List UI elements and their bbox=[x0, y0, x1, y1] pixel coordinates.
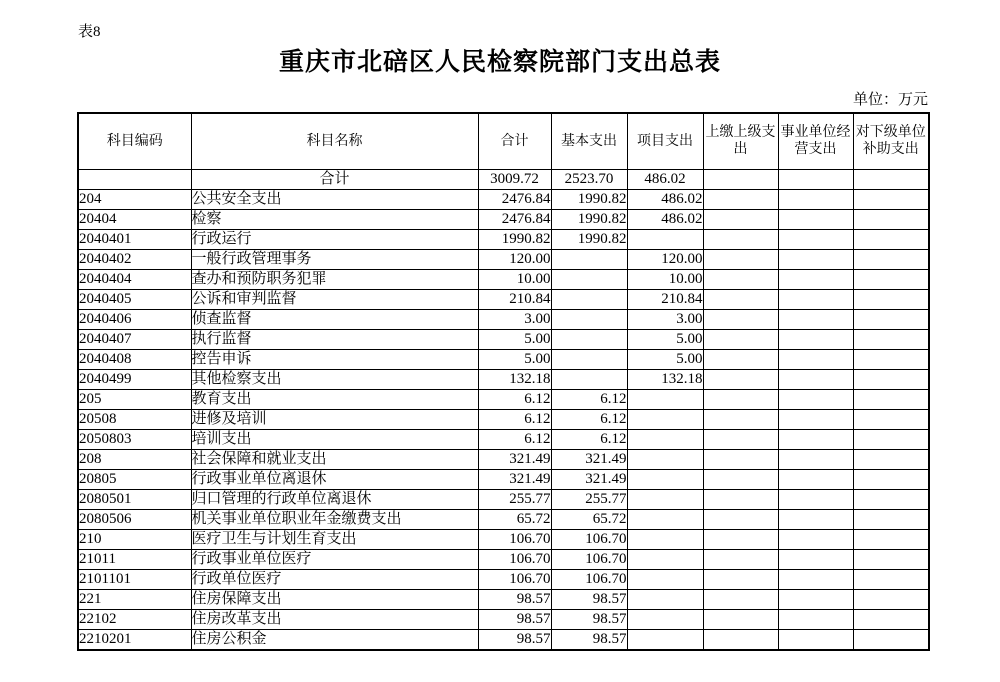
total-cell: 321.49 bbox=[478, 449, 551, 469]
subject-code-cell: 2101101 bbox=[78, 569, 191, 589]
project-expenditure-cell bbox=[627, 409, 703, 429]
table-row bbox=[78, 369, 929, 389]
operating-expenditure-cell bbox=[778, 469, 853, 489]
project-expenditure-cell: 10.00 bbox=[627, 269, 703, 289]
basic-expenditure-cell: 106.70 bbox=[551, 529, 627, 549]
basic-expenditure-cell: 1990.82 bbox=[551, 189, 627, 209]
subject-name-cell: 检察 bbox=[191, 209, 478, 229]
subject-code-cell: 2080501 bbox=[78, 489, 191, 509]
total-cell: 3.00 bbox=[478, 309, 551, 329]
basic-expenditure-cell: 255.77 bbox=[551, 489, 627, 509]
basic-expenditure-cell bbox=[551, 329, 627, 349]
subsidy-expenditure-cell bbox=[853, 509, 929, 529]
upper-level-payment-cell bbox=[703, 329, 778, 349]
operating-expenditure-cell bbox=[778, 309, 853, 329]
upper-level-payment-cell bbox=[703, 509, 778, 529]
subject-code-cell: 204 bbox=[78, 189, 191, 209]
subsidy-expenditure-cell bbox=[853, 589, 929, 609]
subject-name-cell: 住房公积金 bbox=[191, 629, 478, 650]
total-cell: 10.00 bbox=[478, 269, 551, 289]
subject-name-cell: 控告申诉 bbox=[191, 349, 478, 369]
operating-expenditure-cell bbox=[778, 509, 853, 529]
subject-code-cell: 2040499 bbox=[78, 369, 191, 389]
subject-name-cell: 其他检察支出 bbox=[191, 369, 478, 389]
subsidy-expenditure-cell bbox=[853, 329, 929, 349]
project-expenditure-cell bbox=[627, 569, 703, 589]
operating-expenditure-cell bbox=[778, 409, 853, 429]
subject-name-cell: 公诉和审判监督 bbox=[191, 289, 478, 309]
header-total: 合计 bbox=[478, 113, 551, 169]
header-upper-level-payment: 上缴上级支出 bbox=[703, 113, 778, 169]
upper-level-payment-cell bbox=[703, 409, 778, 429]
table-row bbox=[78, 249, 929, 269]
upper-level-payment-cell bbox=[703, 189, 778, 209]
subsidy-expenditure-cell bbox=[853, 429, 929, 449]
total-cell: 2476.84 bbox=[478, 209, 551, 229]
subject-name-cell: 侦查监督 bbox=[191, 309, 478, 329]
subject-name-cell: 合计 bbox=[191, 169, 478, 189]
project-expenditure-cell bbox=[627, 489, 703, 509]
subsidy-expenditure-cell bbox=[853, 609, 929, 629]
subject-code-cell: 2050803 bbox=[78, 429, 191, 449]
table-row bbox=[78, 629, 929, 650]
subject-code-cell: 2040407 bbox=[78, 329, 191, 349]
operating-expenditure-cell bbox=[778, 609, 853, 629]
basic-expenditure-cell bbox=[551, 369, 627, 389]
basic-expenditure-cell: 106.70 bbox=[551, 569, 627, 589]
table-row bbox=[78, 489, 929, 509]
operating-expenditure-cell bbox=[778, 629, 853, 650]
subject-code-cell: 20508 bbox=[78, 409, 191, 429]
upper-level-payment-cell bbox=[703, 629, 778, 650]
table-row bbox=[78, 289, 929, 309]
total-cell: 120.00 bbox=[478, 249, 551, 269]
operating-expenditure-cell bbox=[778, 169, 853, 189]
operating-expenditure-cell bbox=[778, 229, 853, 249]
total-cell: 6.12 bbox=[478, 389, 551, 409]
project-expenditure-cell: 486.02 bbox=[627, 169, 703, 189]
table-row bbox=[78, 549, 929, 569]
upper-level-payment-cell bbox=[703, 589, 778, 609]
subject-code-cell: 2040404 bbox=[78, 269, 191, 289]
project-expenditure-cell bbox=[627, 389, 703, 409]
basic-expenditure-cell bbox=[551, 249, 627, 269]
subsidy-expenditure-cell bbox=[853, 449, 929, 469]
subject-code-cell: 2040402 bbox=[78, 249, 191, 269]
project-expenditure-cell bbox=[627, 229, 703, 249]
subject-code-cell: 221 bbox=[78, 589, 191, 609]
subject-name-cell: 进修及培训 bbox=[191, 409, 478, 429]
subject-name-cell: 住房保障支出 bbox=[191, 589, 478, 609]
header-basic-expenditure: 基本支出 bbox=[551, 113, 627, 169]
table-row bbox=[78, 269, 929, 289]
operating-expenditure-cell bbox=[778, 209, 853, 229]
subject-name-cell: 行政事业单位离退休 bbox=[191, 469, 478, 489]
upper-level-payment-cell bbox=[703, 209, 778, 229]
basic-expenditure-cell: 321.49 bbox=[551, 469, 627, 489]
subject-name-cell: 教育支出 bbox=[191, 389, 478, 409]
subject-name-cell: 住房改革支出 bbox=[191, 609, 478, 629]
total-cell: 5.00 bbox=[478, 329, 551, 349]
project-expenditure-cell: 486.02 bbox=[627, 209, 703, 229]
subsidy-expenditure-cell bbox=[853, 349, 929, 369]
total-cell: 255.77 bbox=[478, 489, 551, 509]
project-expenditure-cell bbox=[627, 529, 703, 549]
basic-expenditure-cell: 6.12 bbox=[551, 429, 627, 449]
project-expenditure-cell: 486.02 bbox=[627, 189, 703, 209]
upper-level-payment-cell bbox=[703, 469, 778, 489]
subject-code-cell: 208 bbox=[78, 449, 191, 469]
table-row bbox=[78, 469, 929, 489]
basic-expenditure-cell: 65.72 bbox=[551, 509, 627, 529]
table-row bbox=[78, 429, 929, 449]
subject-code-cell: 2040401 bbox=[78, 229, 191, 249]
total-cell: 2476.84 bbox=[478, 189, 551, 209]
subject-name-cell: 行政运行 bbox=[191, 229, 478, 249]
subject-code-cell: 2210201 bbox=[78, 629, 191, 650]
subject-name-cell: 执行监督 bbox=[191, 329, 478, 349]
page-title: 重庆市北碚区人民检察院部门支出总表 bbox=[278, 49, 721, 76]
subject-code-cell bbox=[78, 169, 191, 189]
basic-expenditure-cell: 1990.82 bbox=[551, 229, 627, 249]
table-header bbox=[78, 113, 929, 169]
subsidy-expenditure-cell bbox=[853, 209, 929, 229]
expenditure-table bbox=[77, 112, 930, 651]
subject-code-cell: 21011 bbox=[78, 549, 191, 569]
unit-note: 单位：万元 bbox=[852, 92, 928, 108]
table-row bbox=[78, 509, 929, 529]
upper-level-payment-cell bbox=[703, 269, 778, 289]
subsidy-expenditure-cell bbox=[853, 529, 929, 549]
subject-name-cell: 医疗卫生与计划生育支出 bbox=[191, 529, 478, 549]
basic-expenditure-cell: 1990.82 bbox=[551, 209, 627, 229]
upper-level-payment-cell bbox=[703, 249, 778, 269]
total-cell: 98.57 bbox=[478, 609, 551, 629]
subsidy-expenditure-cell bbox=[853, 269, 929, 289]
operating-expenditure-cell bbox=[778, 189, 853, 209]
subsidy-expenditure-cell bbox=[853, 629, 929, 650]
table-body bbox=[78, 169, 929, 650]
subsidy-expenditure-cell bbox=[853, 309, 929, 329]
operating-expenditure-cell bbox=[778, 429, 853, 449]
project-expenditure-cell bbox=[627, 509, 703, 529]
upper-level-payment-cell bbox=[703, 529, 778, 549]
operating-expenditure-cell bbox=[778, 449, 853, 469]
total-cell: 1990.82 bbox=[478, 229, 551, 249]
project-expenditure-cell bbox=[627, 429, 703, 449]
basic-expenditure-cell bbox=[551, 289, 627, 309]
basic-expenditure-cell: 106.70 bbox=[551, 549, 627, 569]
table-row bbox=[78, 209, 929, 229]
basic-expenditure-cell: 6.12 bbox=[551, 389, 627, 409]
total-cell: 98.57 bbox=[478, 629, 551, 650]
table-row bbox=[78, 609, 929, 629]
table-row bbox=[78, 409, 929, 429]
total-cell: 106.70 bbox=[478, 549, 551, 569]
sheet-label: 表8 bbox=[78, 24, 101, 40]
total-cell: 6.12 bbox=[478, 429, 551, 449]
operating-expenditure-cell bbox=[778, 329, 853, 349]
subject-name-cell: 查办和预防职务犯罪 bbox=[191, 269, 478, 289]
table-row bbox=[78, 169, 929, 189]
table-row bbox=[78, 389, 929, 409]
project-expenditure-cell bbox=[627, 449, 703, 469]
subject-code-cell: 2040408 bbox=[78, 349, 191, 369]
operating-expenditure-cell bbox=[778, 269, 853, 289]
operating-expenditure-cell bbox=[778, 349, 853, 369]
total-cell: 106.70 bbox=[478, 529, 551, 549]
subject-name-cell: 一般行政管理事务 bbox=[191, 249, 478, 269]
table-row bbox=[78, 349, 929, 369]
upper-level-payment-cell bbox=[703, 489, 778, 509]
basic-expenditure-cell bbox=[551, 349, 627, 369]
upper-level-payment-cell bbox=[703, 549, 778, 569]
basic-expenditure-cell: 2523.70 bbox=[551, 169, 627, 189]
operating-expenditure-cell bbox=[778, 389, 853, 409]
total-cell: 5.00 bbox=[478, 349, 551, 369]
operating-expenditure-cell bbox=[778, 289, 853, 309]
upper-level-payment-cell bbox=[703, 169, 778, 189]
total-cell: 98.57 bbox=[478, 589, 551, 609]
header-subject-code: 科目编码 bbox=[78, 113, 191, 169]
operating-expenditure-cell bbox=[778, 549, 853, 569]
total-cell: 132.18 bbox=[478, 369, 551, 389]
total-cell: 65.72 bbox=[478, 509, 551, 529]
upper-level-payment-cell bbox=[703, 449, 778, 469]
subsidy-expenditure-cell bbox=[853, 389, 929, 409]
basic-expenditure-cell: 321.49 bbox=[551, 449, 627, 469]
upper-level-payment-cell bbox=[703, 349, 778, 369]
basic-expenditure-cell: 98.57 bbox=[551, 609, 627, 629]
subject-code-cell: 210 bbox=[78, 529, 191, 549]
operating-expenditure-cell bbox=[778, 489, 853, 509]
subject-name-cell: 行政事业单位医疗 bbox=[191, 549, 478, 569]
subject-name-cell: 行政单位医疗 bbox=[191, 569, 478, 589]
total-cell: 106.70 bbox=[478, 569, 551, 589]
subject-code-cell: 2040406 bbox=[78, 309, 191, 329]
upper-level-payment-cell bbox=[703, 429, 778, 449]
upper-level-payment-cell bbox=[703, 569, 778, 589]
subsidy-expenditure-cell bbox=[853, 189, 929, 209]
project-expenditure-cell: 5.00 bbox=[627, 329, 703, 349]
table-row bbox=[78, 589, 929, 609]
project-expenditure-cell bbox=[627, 609, 703, 629]
operating-expenditure-cell bbox=[778, 369, 853, 389]
subsidy-expenditure-cell bbox=[853, 169, 929, 189]
basic-expenditure-cell bbox=[551, 269, 627, 289]
subsidy-expenditure-cell bbox=[853, 369, 929, 389]
header-row bbox=[78, 113, 929, 169]
upper-level-payment-cell bbox=[703, 609, 778, 629]
project-expenditure-cell bbox=[627, 549, 703, 569]
subsidy-expenditure-cell bbox=[853, 289, 929, 309]
upper-level-payment-cell bbox=[703, 229, 778, 249]
subject-code-cell: 20404 bbox=[78, 209, 191, 229]
header-operating-expenditure: 事业单位经营支出 bbox=[778, 113, 853, 169]
upper-level-payment-cell bbox=[703, 389, 778, 409]
project-expenditure-cell: 3.00 bbox=[627, 309, 703, 329]
subject-name-cell: 公共安全支出 bbox=[191, 189, 478, 209]
total-cell: 3009.72 bbox=[478, 169, 551, 189]
table-row bbox=[78, 309, 929, 329]
basic-expenditure-cell: 98.57 bbox=[551, 589, 627, 609]
table-row bbox=[78, 329, 929, 349]
table-row bbox=[78, 229, 929, 249]
subject-code-cell: 22102 bbox=[78, 609, 191, 629]
table-row bbox=[78, 449, 929, 469]
subject-name-cell: 社会保障和就业支出 bbox=[191, 449, 478, 469]
subject-name-cell: 培训支出 bbox=[191, 429, 478, 449]
subsidy-expenditure-cell bbox=[853, 229, 929, 249]
subject-name-cell: 归口管理的行政单位离退休 bbox=[191, 489, 478, 509]
project-expenditure-cell bbox=[627, 469, 703, 489]
project-expenditure-cell: 5.00 bbox=[627, 349, 703, 369]
project-expenditure-cell: 120.00 bbox=[627, 249, 703, 269]
header-subject-name: 科目名称 bbox=[191, 113, 478, 169]
project-expenditure-cell bbox=[627, 589, 703, 609]
project-expenditure-cell: 132.18 bbox=[627, 369, 703, 389]
subsidy-expenditure-cell bbox=[853, 409, 929, 429]
upper-level-payment-cell bbox=[703, 289, 778, 309]
project-expenditure-cell bbox=[627, 629, 703, 650]
total-cell: 321.49 bbox=[478, 469, 551, 489]
total-cell: 6.12 bbox=[478, 409, 551, 429]
subject-code-cell: 2080506 bbox=[78, 509, 191, 529]
table-row bbox=[78, 189, 929, 209]
project-expenditure-cell: 210.84 bbox=[627, 289, 703, 309]
total-cell: 210.84 bbox=[478, 289, 551, 309]
header-project-expenditure: 项目支出 bbox=[627, 113, 703, 169]
subject-code-cell: 205 bbox=[78, 389, 191, 409]
subject-code-cell: 2040405 bbox=[78, 289, 191, 309]
subsidy-expenditure-cell bbox=[853, 469, 929, 489]
subsidy-expenditure-cell bbox=[853, 569, 929, 589]
basic-expenditure-cell: 6.12 bbox=[551, 409, 627, 429]
operating-expenditure-cell bbox=[778, 569, 853, 589]
operating-expenditure-cell bbox=[778, 589, 853, 609]
operating-expenditure-cell bbox=[778, 249, 853, 269]
basic-expenditure-cell: 98.57 bbox=[551, 629, 627, 650]
subsidy-expenditure-cell bbox=[853, 489, 929, 509]
subsidy-expenditure-cell bbox=[853, 249, 929, 269]
upper-level-payment-cell bbox=[703, 369, 778, 389]
table-row bbox=[78, 529, 929, 549]
operating-expenditure-cell bbox=[778, 529, 853, 549]
basic-expenditure-cell bbox=[551, 309, 627, 329]
header-subsidy-expenditure: 对下级单位补助支出 bbox=[853, 113, 929, 169]
table-row bbox=[78, 569, 929, 589]
subject-name-cell: 机关事业单位职业年金缴费支出 bbox=[191, 509, 478, 529]
subject-code-cell: 20805 bbox=[78, 469, 191, 489]
subsidy-expenditure-cell bbox=[853, 549, 929, 569]
upper-level-payment-cell bbox=[703, 309, 778, 329]
